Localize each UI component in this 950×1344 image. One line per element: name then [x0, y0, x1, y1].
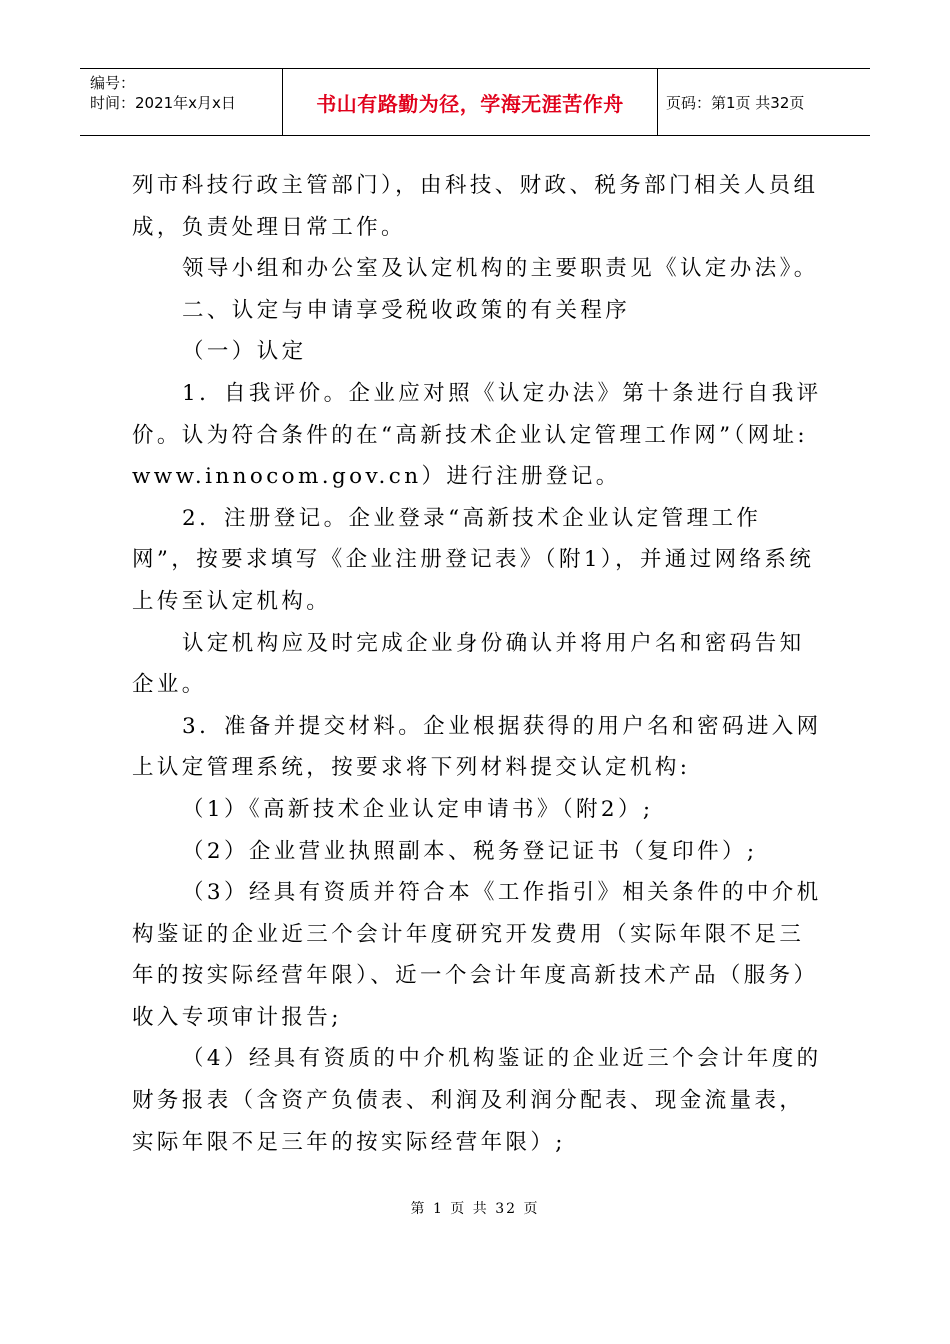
number-label: 编号：: [90, 74, 136, 92]
page-header: [80, 68, 870, 136]
list-item: （4）经具有资质的中介机构鉴证的企业近三个会计年度的财务报表（含资产负债表、利润及利润分配表、现金流量表，实际年限不足三年的按实际经营年限）;: [132, 1046, 822, 1155]
paragraph: 2．注册登记。企业登录“高新技术企业认定管理工作网”，按要求填写《企业注册登记表》（附1），并通过网络系统上传至认定机构。: [132, 505, 815, 614]
document-body: [132, 165, 822, 1163]
header-page-info: 页码：第1页 共32页: [666, 93, 805, 112]
page-footer: 第 1 页 共 32 页: [410, 1201, 540, 1217]
list-item: （3）经具有资质并符合本《工作指引》相关条件的中介机构鉴证的企业近三个会计年度研究开发费用（实际年限不足三年的按实际经营年限）、近一个会计年度高新技术产品（服务）收入专项审计报告;: [132, 880, 822, 1030]
header-motto: 书山有路勤为径，学海无涯苦作舟: [283, 69, 658, 135]
paragraph: 领导小组和办公室及认定机构的主要职责见《认定办法》。: [182, 256, 819, 282]
time-label: 时间：2021年x月x日: [90, 94, 236, 112]
list-item: （1）《高新技术企业认定申请书》（附2）;: [182, 796, 654, 822]
paragraph: 列市科技行政主管部门），由科技、财政、税务部门相关人员组成，负责处理日常工作。: [132, 173, 819, 240]
list-item: （2）企业营业执照副本、税务登记证书（复印件）;: [182, 838, 758, 864]
paragraph: 1．自我评价。企业应对照《认定办法》第十条进行自我评价。认为符合条件的在“高新技术企业认定管理工作网”（网址: www.innocom.gov.cn）进行注册登记。: [132, 380, 822, 490]
header-meta: [80, 69, 283, 135]
subsection-heading: （一）认定: [182, 339, 307, 365]
paragraph: 认定机构应及时完成企业身份确认并将用户名和密码告知企业。: [132, 630, 805, 698]
paragraph: 3．准备并提交材料。企业根据获得的用户名和密码进入网上认定管理系统，按要求将下列材料提交认定机构:: [132, 713, 822, 781]
section-heading: 二、认定与申请享受税收政策的有关程序: [182, 297, 631, 323]
